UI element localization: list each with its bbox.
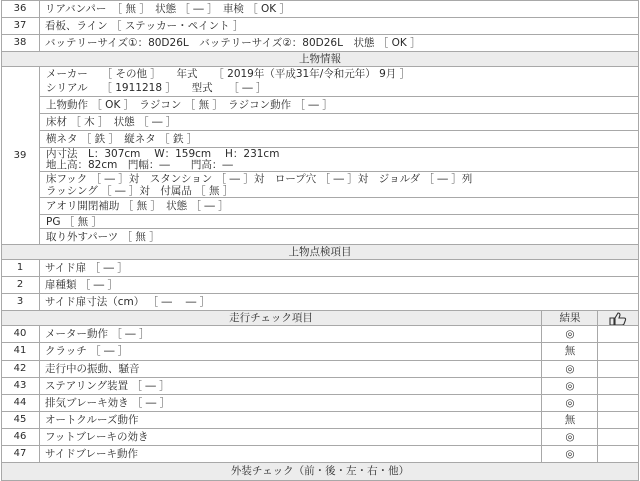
operation-text: 上物動作 ［ OK ］ ラジコン ［ 無 ］ ラジコン動作 ［ ― ］ xyxy=(46,99,333,111)
operation-row xyxy=(40,96,639,114)
row-number: 46 xyxy=(1,429,40,446)
result-value: 無 xyxy=(541,412,598,429)
removable-row xyxy=(40,228,639,245)
row-text: クラッチ ［ ― ］ xyxy=(45,345,129,357)
drive-row-42 xyxy=(1,360,639,378)
blank-cell xyxy=(597,378,640,395)
row-number: 45 xyxy=(1,412,40,429)
blank-cell xyxy=(597,412,640,429)
row-number: 37 xyxy=(1,18,40,35)
result-value: ◎ xyxy=(541,395,598,412)
pg-text: PG ［ 無 ］ xyxy=(46,216,102,228)
result-value: ◎ xyxy=(541,446,598,463)
row-text: オートクルーズ動作 xyxy=(45,414,139,426)
blank-cell xyxy=(597,343,640,361)
removable-text: 取り外すパーツ ［ 無 ］ xyxy=(46,231,160,243)
row-37 xyxy=(1,17,639,35)
blank-cell xyxy=(597,429,640,446)
row-text: バッテリーサイズ①：80D26L バッテリーサイズ②：80D26L 状態 ［ OK ］ xyxy=(45,37,421,49)
blank-cell xyxy=(597,326,640,343)
row-text: 扉種類 ［ ― ］ xyxy=(45,279,119,291)
hooks-block xyxy=(40,171,639,198)
row-text: 看板、ライン ［ ステッカー・ペイント ］ xyxy=(45,20,244,32)
row-text: メーター動作 ［ ― ］ xyxy=(45,328,150,340)
drive-row-41 xyxy=(1,342,639,361)
inspect-row-3 xyxy=(1,293,639,311)
maker-line: メーカー ［ その他 ］ 年式 ［ 2019年（平成31年/令和元年） 9月 ］ xyxy=(46,68,411,80)
row-36 xyxy=(1,0,639,18)
row-text: サイド扉寸法（cm） ［ ― ― ］ xyxy=(45,296,211,308)
section-header-driving-check xyxy=(1,310,639,326)
inner-dimensions: 内寸法 L：307cm W：159cm H：231cm xyxy=(46,148,280,160)
row-number: 41 xyxy=(1,343,40,361)
serial-line: シリアル ［ 1911218 ］ 型式 ［ ― ］ xyxy=(46,82,267,94)
section-header-body-info: 上物情報 xyxy=(1,51,639,67)
drive-row-44 xyxy=(1,394,639,412)
floor-text: 床材 ［ 木 ］ 状態 ［ ― ］ xyxy=(46,116,177,128)
row-text: 走行中の振動、騒音 xyxy=(45,363,140,375)
hooks-line-2: ラッシング ［ ― ］対 付属品 ［ 無 ］ xyxy=(46,185,234,197)
gate-text: アオリ開閉補助 ［ 無 ］ 状態 ［ ― ］ xyxy=(46,200,229,212)
drive-row-40 xyxy=(1,325,639,343)
row-number: 38 xyxy=(1,35,40,52)
row-text: フットブレーキの効き xyxy=(45,431,149,443)
row-number: 40 xyxy=(1,326,40,343)
row-number: 42 xyxy=(1,361,40,378)
row-number: 44 xyxy=(1,395,40,412)
blank-cell xyxy=(597,446,640,463)
result-value: ◎ xyxy=(541,429,598,446)
row-text: サイドブレーキ動作 xyxy=(45,448,139,460)
result-value: ◎ xyxy=(541,378,598,395)
blank-cell xyxy=(597,361,640,378)
row-text: サイド扉 ［ ― ］ xyxy=(45,262,128,274)
row-number: 47 xyxy=(1,446,40,463)
drive-row-46 xyxy=(1,428,639,446)
inspect-row-1 xyxy=(1,259,639,277)
drive-row-47 xyxy=(1,445,639,463)
thumbs-up-icon xyxy=(597,311,640,326)
row-number: 39 xyxy=(1,66,40,245)
row-number: 3 xyxy=(1,294,40,311)
section-header-exterior-check: 外装チェック（前・後・左・右・他） xyxy=(1,462,639,481)
gate-row xyxy=(40,197,639,215)
inspection-sheet xyxy=(1,0,639,480)
drive-row-43 xyxy=(1,377,639,395)
row-number: 2 xyxy=(1,277,40,294)
row-text: 排気ブレーキ効き ［ ― ］ xyxy=(45,397,171,409)
row-text: ステアリング装置 ［ ― ］ xyxy=(45,380,170,392)
result-value: ◎ xyxy=(541,326,598,343)
result-value: 無 xyxy=(541,343,598,361)
row-text: リアバンパー ［ 無 ］ 状態 ［ ― ］ 車検 ［ OK ］ xyxy=(45,3,291,15)
inspect-row-2 xyxy=(1,276,639,294)
row-38 xyxy=(1,34,639,52)
floor-row xyxy=(40,113,639,131)
ground-clearance: 地上高：82cm 門幅：― 門高：― xyxy=(46,159,233,171)
hooks-line-1: 床フック ［ ― ］対 スタンション ［ ― ］対 ロープ穴 ［ ― ］対 ジョルダ ［ ― ］列 xyxy=(46,173,473,185)
drive-row-45 xyxy=(1,411,639,429)
result-value: ◎ xyxy=(541,361,598,378)
maker-block xyxy=(40,66,639,97)
row-number: 1 xyxy=(1,260,40,277)
dimension-block xyxy=(40,147,639,172)
result-header: 結果 xyxy=(541,311,598,326)
section-header-body-inspection: 上物点検項目 xyxy=(1,244,639,260)
beam-text: 横ネタ ［ 鉄 ］ 縦ネタ ［ 鉄 ］ xyxy=(46,133,198,145)
row-number: 36 xyxy=(1,1,40,18)
pg-row xyxy=(40,214,639,229)
driving-check-title: 走行チェック項目 xyxy=(229,312,313,324)
row-number: 43 xyxy=(1,378,40,395)
blank-cell xyxy=(597,395,640,412)
